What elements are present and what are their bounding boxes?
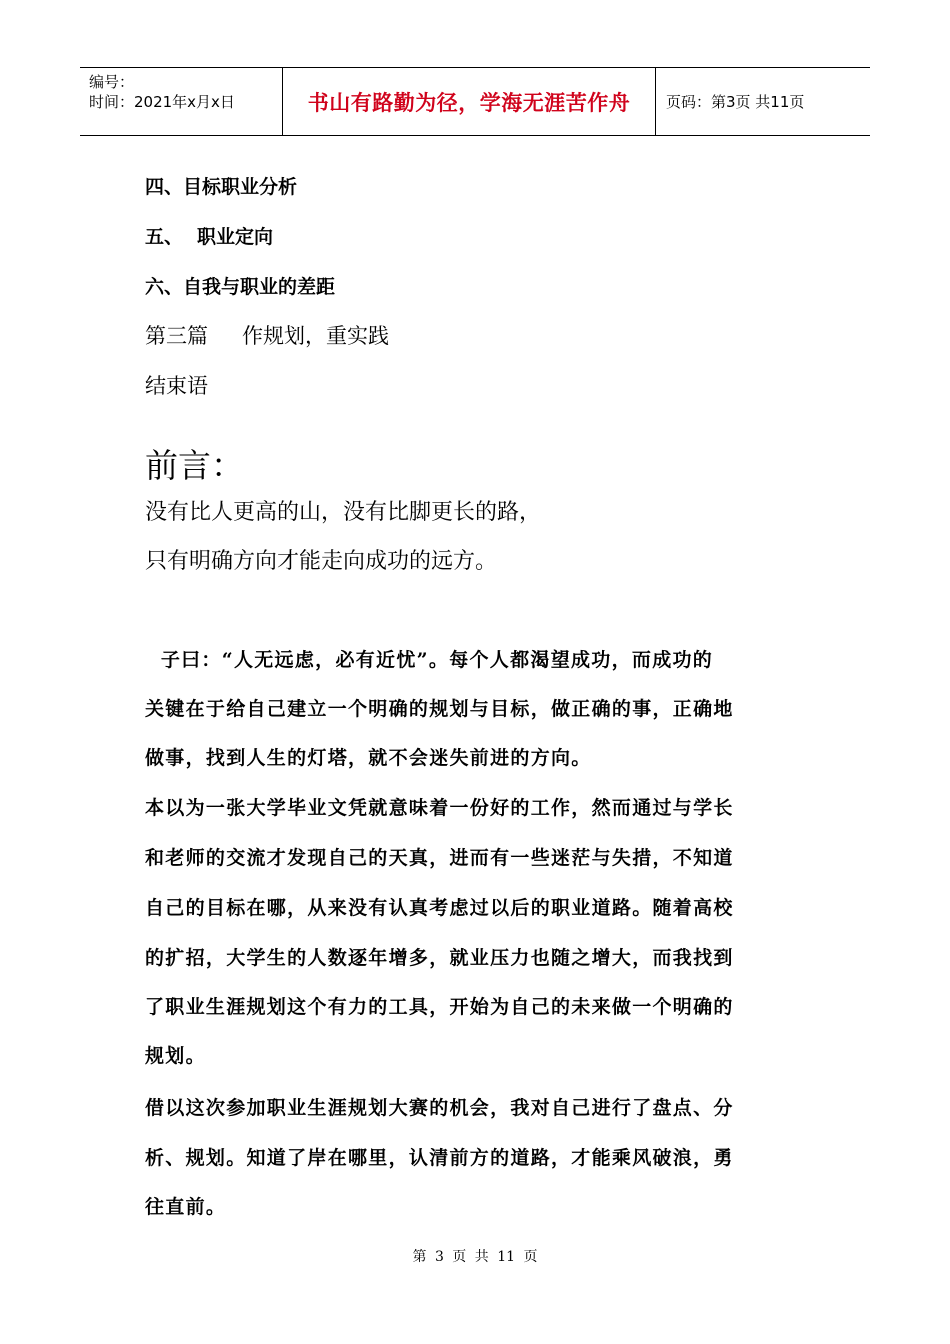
toc-conclusion: 结束语 xyxy=(145,374,208,398)
toc-part-3-text: 作规划，重实践 xyxy=(242,324,389,348)
body-line: 析、规划。知道了岸在哪里，认清前方的道路，才能乘风破浪，勇 xyxy=(145,1147,734,1169)
body-line: 的扩招，大学生的人数逐年增多，就业压力也随之增大，而我找到 xyxy=(145,947,734,969)
header-meta xyxy=(80,68,282,135)
body-line: 了职业生涯规划这个有力的工具，开始为自己的未来做一个明确的 xyxy=(145,996,734,1018)
toc-item-4: 四、目标职业分析 xyxy=(145,176,298,198)
toc-part-3-number: 第三篇 xyxy=(145,324,208,348)
body-line: 规划。 xyxy=(145,1045,206,1067)
header-page-info: 页码：第3页 共11页 xyxy=(666,93,805,111)
preface-title: 前言： xyxy=(145,446,244,485)
preface-line-2: 只有明确方向才能走向成功的远方。 xyxy=(145,549,498,574)
body-line: 本以为一张大学毕业文凭就意味着一份好的工作，然而通过与学长 xyxy=(145,797,734,819)
time-label: 时间：2021年x月x日 xyxy=(89,93,235,111)
toc-item-5-number: 五、 xyxy=(145,226,184,248)
toc-item-5 xyxy=(145,222,273,249)
body-line: 借以这次参加职业生涯规划大赛的机会，我对自己进行了盘点、分 xyxy=(145,1097,734,1119)
toc-item-5-text: 职业定向 xyxy=(197,226,274,248)
page-footer: 第 3 页 共 11 页 xyxy=(412,1249,538,1265)
header-motto: 书山有路勤为径，学海无涯苦作舟 xyxy=(282,68,656,135)
body-line: 自己的目标在哪，从来没有认真考虑过以后的职业道路。随着高校 xyxy=(145,897,734,919)
page-header xyxy=(80,67,870,136)
toc-part-3 xyxy=(145,320,389,350)
body-line: 关键在于给自己建立一个明确的规划与目标，做正确的事，正确地 xyxy=(145,698,734,720)
body-line: 做事，找到人生的灯塔，就不会迷失前进的方向。 xyxy=(145,747,592,769)
toc-item-6: 六、自我与职业的差距 xyxy=(145,276,336,298)
body-line: 子曰：“人无远虑，必有近忧”。每个人都渴望成功，而成功的 xyxy=(145,649,714,671)
preface-line-1: 没有比人更高的山，没有比脚更长的路， xyxy=(145,500,542,525)
body-line: 往直前。 xyxy=(145,1196,227,1218)
body-line: 和老师的交流才发现自己的天真，进而有一些迷茫与失措，不知道 xyxy=(145,847,734,869)
number-label: 编号： xyxy=(89,73,135,91)
